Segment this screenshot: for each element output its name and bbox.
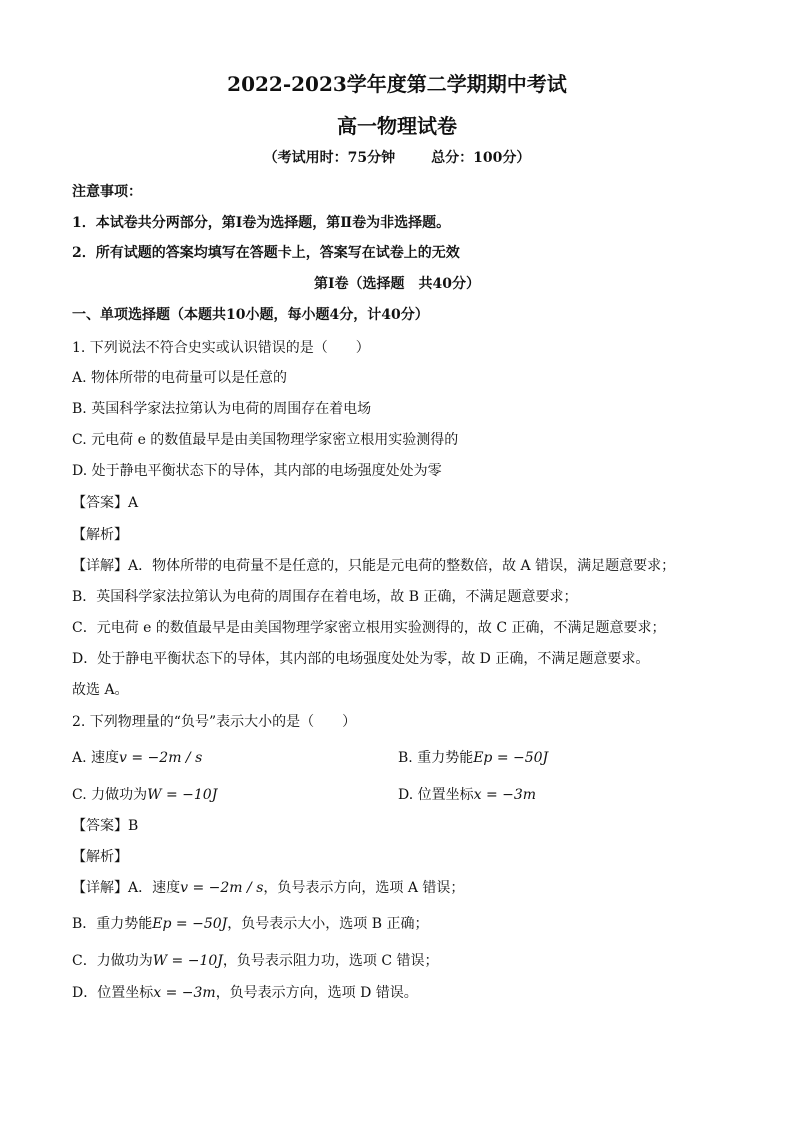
q1-detail-d: D．处于静电平衡状态下的导体，其内部的电场强度处处为零，故 D 正确，不满足题意要求。 [72,651,650,667]
q1-option-a: A. 物体所带的电荷量可以是任意的 [72,370,288,386]
q2-answer: 【答案】B [72,818,139,834]
notes-heading: 注意事项： [72,184,142,200]
q2-stem: 2. 下列物理量的“负号”表示大小的是（ ） [72,714,357,730]
q1-answer: 【答案】A [72,495,139,511]
section-title: 第Ⅰ卷（选择题 共40分） [313,276,481,292]
q2-option-a-math: v = −2m / s [119,750,203,766]
q2-option-c-label: C. 力做功为 [72,787,148,803]
q1-detail-c: C．元电荷 e 的数值最早是由美国物理学家密立根用实验测得的，故 C 正确，不满足题意要求； [72,620,666,636]
q2-option-b-math: Ep = −50J [473,750,549,766]
q2-detail-a-suffix: ，负号表示方向，选项 A 错误； [263,880,465,896]
q1-conclusion: 故选 A。 [72,682,129,698]
q2-option-c [72,785,217,805]
q2-option-c-math: W = −10J [147,787,218,803]
q2-detail-b [72,914,428,934]
q2-detail-d-suffix: ，负号表示方向，选项 D 错误。 [215,985,418,1001]
section-heading: 一、单项选择题（本题共10小题，每小题4分，计40分） [72,307,429,323]
q2-analysis-label: 【解析】 [72,849,128,865]
q2-option-d-math: x = −3m [473,787,537,803]
exam-time: （考试用时：75分钟 [263,150,396,166]
q1-option-b: B. 英国科学家法拉第认为电荷的周围存在着电场 [72,401,372,417]
q2-option-b [398,748,548,768]
q2-detail-a-math: v = −2m / s [180,880,264,896]
exam-subtitle: 高一物理试卷 [337,114,457,138]
exam-score: 总分：100分） [431,150,531,166]
q1-analysis-label: 【解析】 [72,527,128,543]
exam-info [0,148,794,168]
q2-detail-b-suffix: ，负号表示大小，选项 B 正确； [227,916,429,932]
q2-detail-c [72,951,439,971]
q2-detail-a [72,878,464,898]
q2-option-d-label: D. 位置坐标 [398,787,474,803]
q1-detail-a: 【详解】A．物体所带的电荷量不是任意的，只能是元电荷的整数倍，故 A 错误，满足题意要求； [72,558,676,574]
q2-detail-d [72,983,418,1003]
q2-detail-c-suffix: ，负号表示阻力功，选项 C 错误； [222,953,439,969]
q2-detail-a-prefix: 【详解】A．速度 [72,880,181,896]
q2-detail-b-math: Ep = −50J [152,916,228,932]
q2-detail-c-math: W = −10J [152,953,223,969]
note-item-2: 2．所有试题的答案均填写在答题卡上，答案写在试卷上的无效 [72,245,460,261]
q1-option-d: D. 处于静电平衡状态下的导体，其内部的电场强度处处为零 [72,463,442,479]
q1-option-c: C. 元电荷 e 的数值最早是由美国物理学家密立根用实验测得的 [72,432,459,448]
q2-detail-d-math: x = −3m [153,985,216,1001]
exam-title: 2022-2023学年度第二学期期中考试 [227,72,567,96]
q2-option-a [72,748,202,768]
q1-stem: 1. 下列说法不符合史实或认识错误的是（ ） [72,340,370,356]
q2-option-d [398,785,536,805]
q2-detail-d-prefix: D．位置坐标 [72,985,154,1001]
q2-detail-b-prefix: B．重力势能 [72,916,153,932]
note-item-1: 1．本试卷共分两部分，第Ⅰ卷为选择题，第Ⅱ卷为非选择题。 [72,215,451,231]
q2-detail-c-prefix: C．力做功为 [72,953,153,969]
q2-option-a-label: A. 速度 [72,750,120,766]
q2-option-b-label: B. 重力势能 [398,750,474,766]
q1-detail-b: B．英国科学家法拉第认为电荷的周围存在着电场，故 B 正确，不满足题意要求； [72,589,578,605]
